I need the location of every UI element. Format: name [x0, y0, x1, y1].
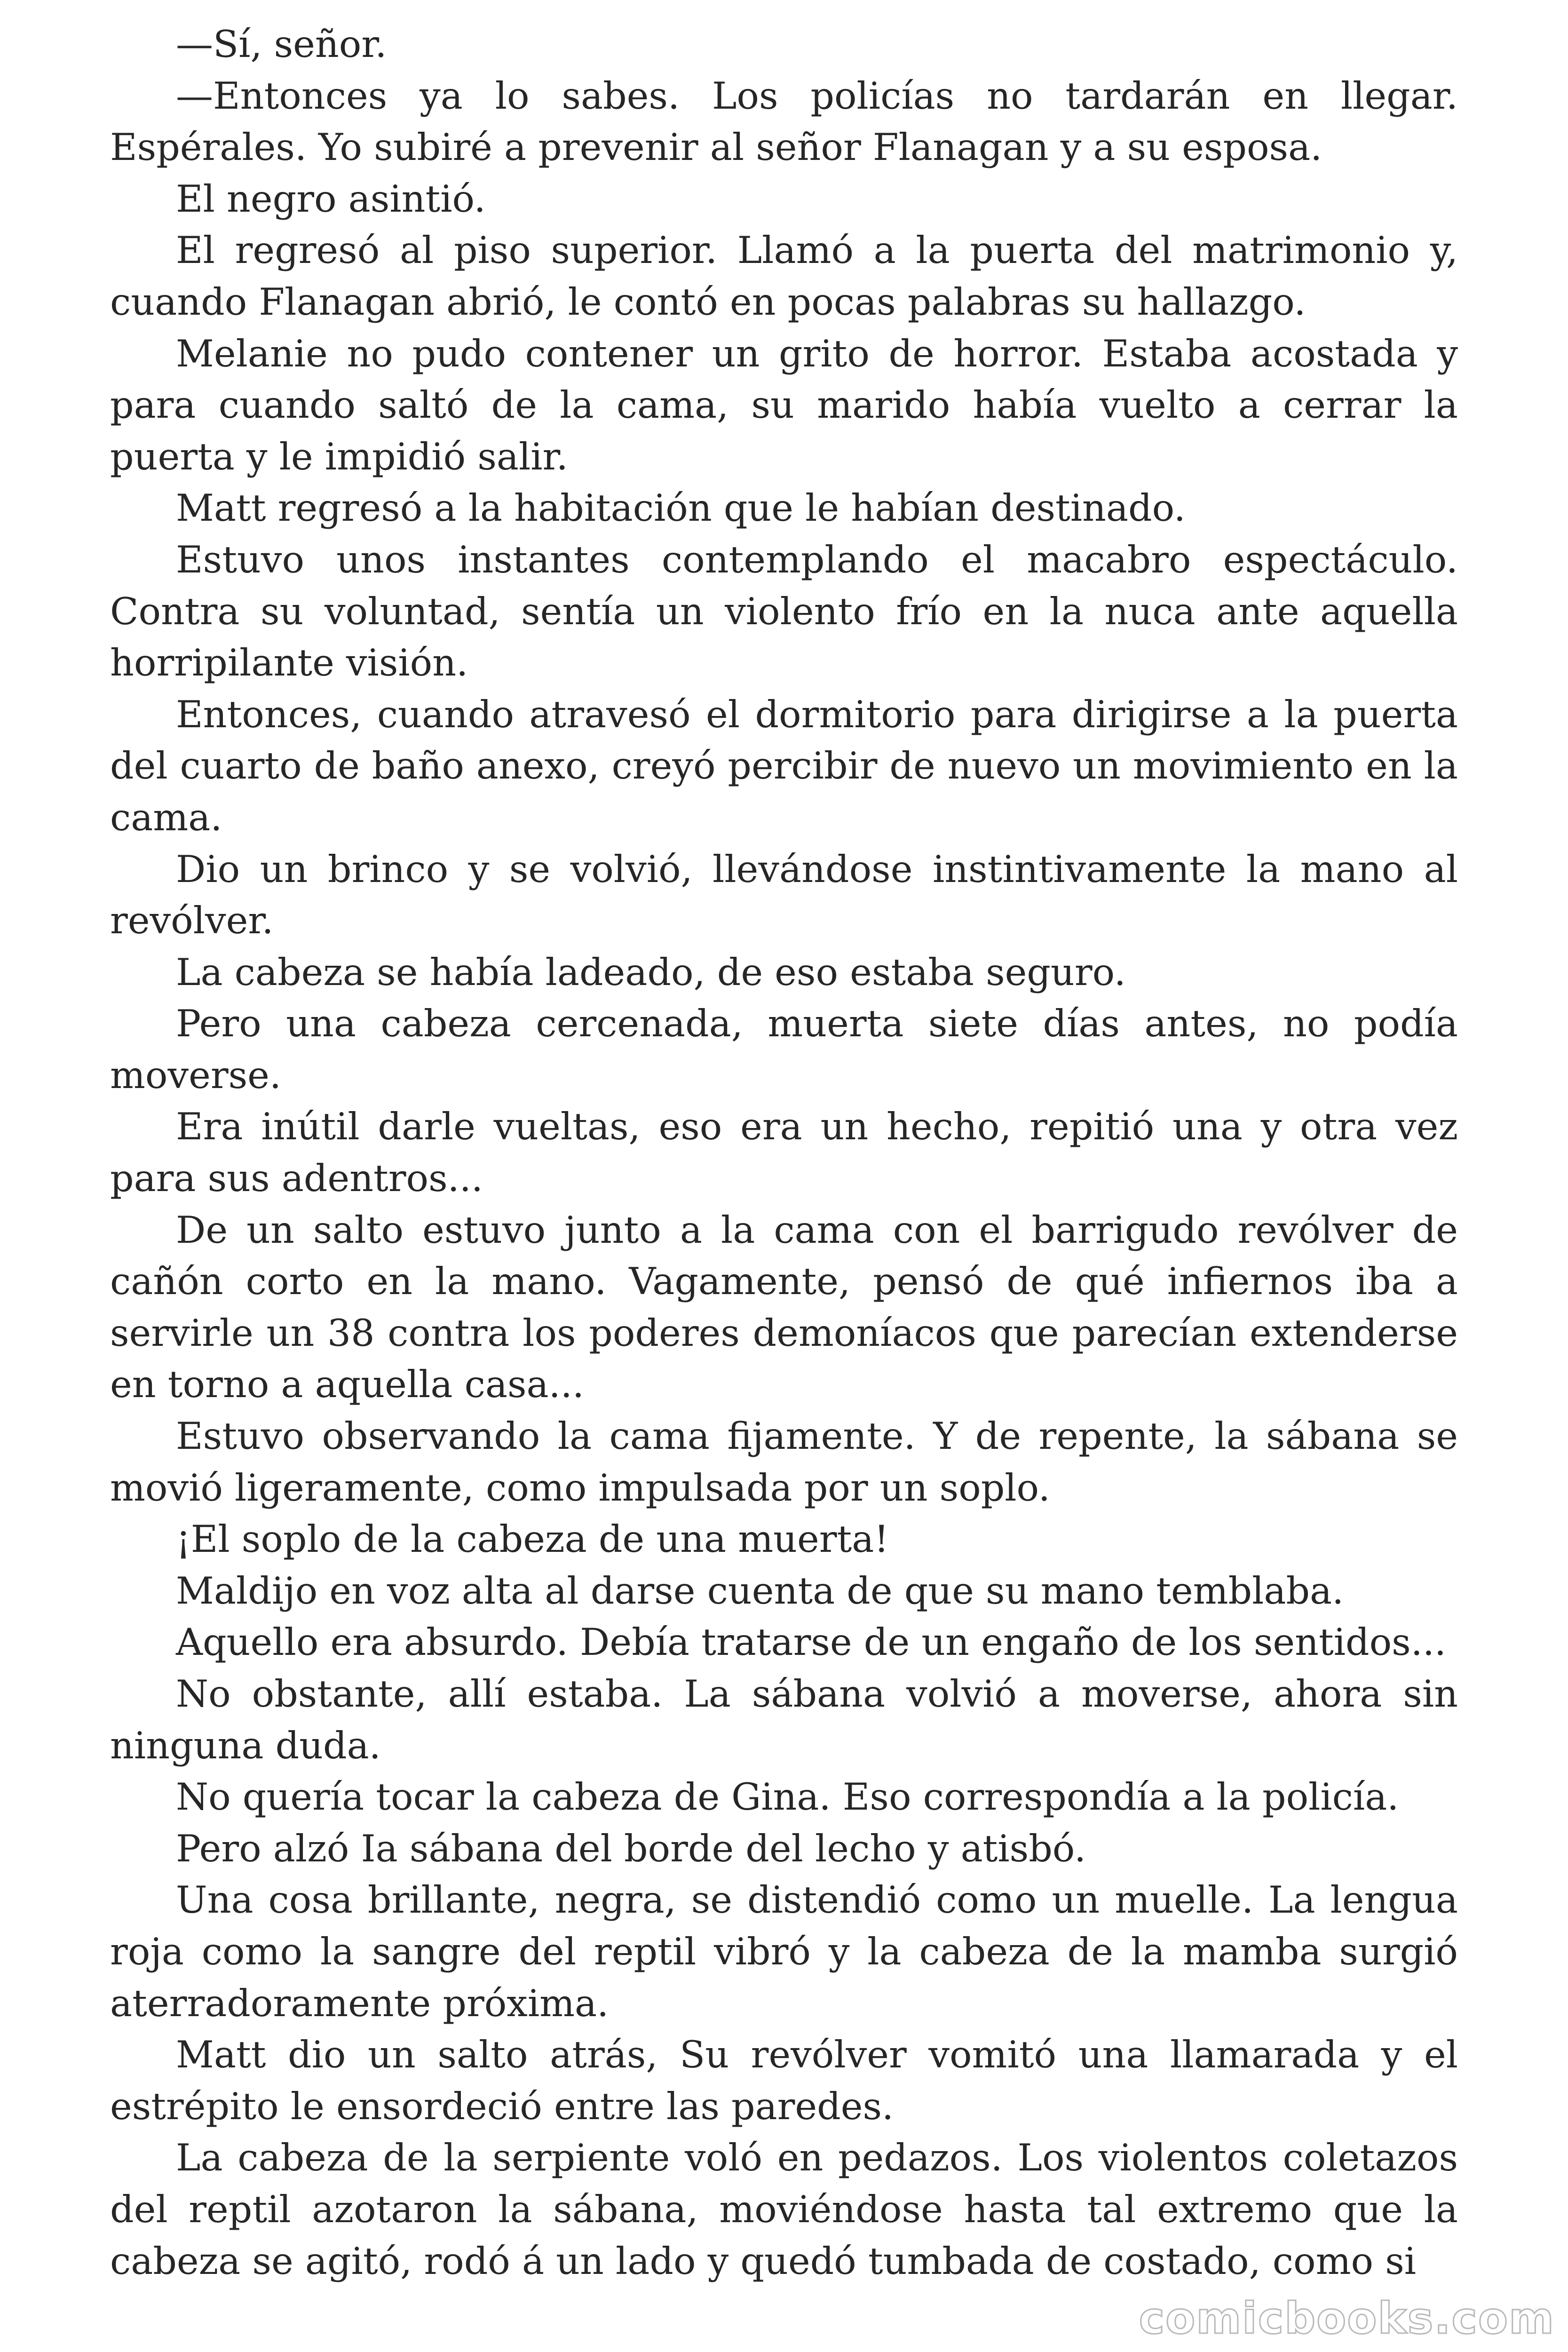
- paragraph: Melanie no pudo contener un grito de horror. Estaba acostada y para cuando saltó de la cama, su marido había vuelto a cerrar la puerta y le impidió salir.: [110, 332, 1458, 478]
- paragraph: Entonces, cuando atravesó el dormitorio para dirigirse a la puerta del cuarto de baño anexo, creyó percibir de nuevo un movimiento en la cama.: [110, 692, 1458, 839]
- paragraph: Pero una cabeza cercenada, muerta siete días antes, no podía moverse.: [110, 1002, 1458, 1097]
- paragraph: —Entonces ya lo sabes. Los policías no tardarán en llegar. Espérales. Yo subiré a prevenir al señor Flanagan y a su esposa.: [110, 74, 1458, 169]
- paragraph: —Sí, señor.: [176, 23, 387, 66]
- paragraph: Matt dio un salto atrás, Su revólver vomitó una llamarada y el estrépito le ensordeció entre las paredes.: [110, 2033, 1458, 2128]
- paragraph: De un salto estuvo junto a la cama con el barrigudo revólver de cañón corto en la mano. Vagamente, pensó de qué infiernos iba a servirle un 38 contra los poderes demoníacos que parecían extenderse en torno a aquella casa...: [110, 1208, 1458, 1406]
- paragraph: Estuvo unos instantes contemplando el macabro espectáculo. Contra su voluntad, sentía un violento frío en la nuca ante aquella horripilante visión.: [110, 538, 1458, 685]
- watermark: comicbooks.com: [1139, 2293, 1555, 2344]
- paragraph: El regresó al piso superior. Llamó a la puerta del matrimonio y, cuando Flanagan abrió, le contó en pocas palabras su hallazgo.: [110, 229, 1458, 324]
- paragraph: La cabeza se había ladeado, de eso estaba seguro.: [176, 950, 1126, 994]
- paragraph: El negro asintió.: [176, 177, 486, 221]
- paragraph: No quería tocar la cabeza de Gina. Eso correspondía a la policía.: [176, 1775, 1399, 1819]
- paragraph: Estuvo observando la cama fijamente. Y de repente, la sábana se movió ligeramente, como impulsada por un soplo.: [110, 1414, 1458, 1510]
- paragraph: Matt regresó a la habitación que le habían destinado.: [176, 486, 1186, 530]
- paragraph: La cabeza de la serpiente voló en pedazos. Los violentos coletazos del reptil azotaron la sábana, moviéndose hasta tal extremo que la cabeza se agitó, rodó á un lado y quedó tumbada de costado, como si: [110, 2136, 1458, 2283]
- paragraph: Una cosa brillante, negra, se distendió como un muelle. La lengua roja como la sangre del reptil vibró y la cabeza de la mamba surgió aterradoramente próxima.: [110, 1878, 1458, 2025]
- paragraph: Dio un brinco y se volvió, llevándose instintivamente la mano al revólver.: [110, 847, 1458, 943]
- paragraph: Pero alzó Ia sábana del borde del lecho y atisbó.: [176, 1827, 1086, 1870]
- paragraph: Era inútil darle vueltas, eso era un hecho, repitió una y otra vez para sus adentros...: [110, 1105, 1458, 1200]
- paragraph: ¡El soplo de la cabeza de una muerta!: [176, 1518, 889, 1561]
- paragraph: Aquello era absurdo. Debía tratarse de un engaño de los sentidos...: [176, 1621, 1447, 1664]
- paragraph: No obstante, allí estaba. La sábana volvió a moverse, ahora sin ninguna duda.: [110, 1672, 1458, 1767]
- paragraph: Maldijo en voz alta al darse cuenta de que su mano temblaba.: [176, 1569, 1344, 1613]
- book-page-text: [110, 19, 1458, 2287]
